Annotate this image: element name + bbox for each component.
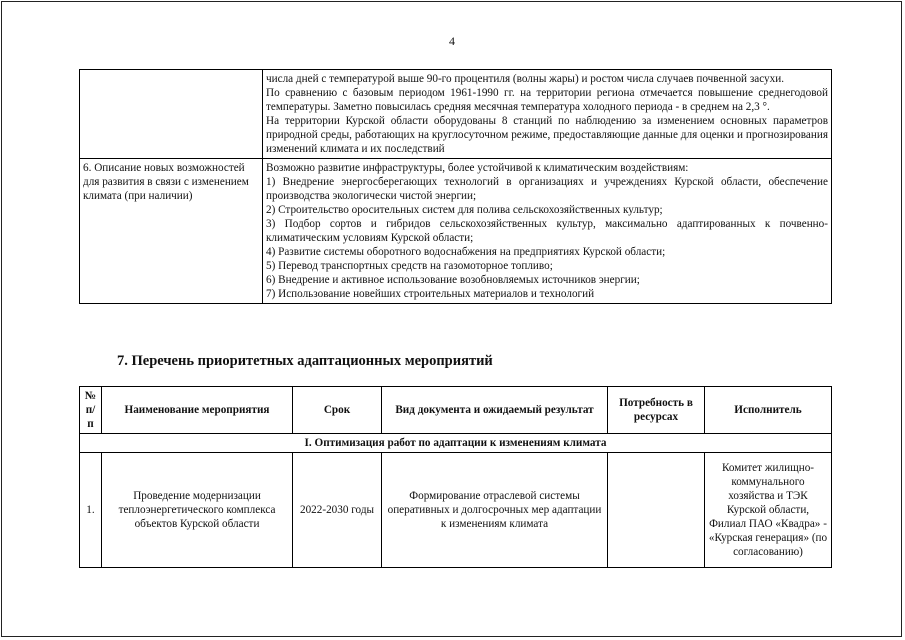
paragraph: По сравнению с базовым периодом 1961-1990 гг. на территории региона отмечается повышение среднегодовой температуры. Заметно повысилась средняя месячная температура холодного периода - в среднем на 2,3 °. [266,87,828,113]
section-row [80,434,832,453]
list-item: 4) Развитие системы оборотного водоснабжения на предприятиях Курской области; [266,246,666,258]
measure-resources [608,453,705,568]
table-header-row [80,387,832,434]
list-item: Возможно развитие инфраструктуры, более устойчивой к климатическим воздействиям: [266,162,689,174]
table-row [80,70,832,159]
measure-result: Формирование отраслевой системы оперативных и долгосрочных мер адаптации к изменениям климата [382,453,608,568]
column-header-number: № п/п [80,387,102,434]
list-item: 2) Строительство оросительных систем для полива сельскохозяйственных культур; [266,204,663,216]
row-number: 1. [80,453,102,568]
section-heading: 7. Перечень приоритетных адаптационных мероприятий [117,353,493,369]
paragraph: числа дней с температурой выше 90-го процентиля (волны жары) и ростом числа случаев почвенной засухи. [266,73,785,85]
paragraph: На территории Курской области оборудованы 8 станций по наблюдению за изменением основных параметров природной среды, работающих на круглосуточном режиме, предоставляющие данные для оценки и прогнозирования изменений климата и их последствий [266,115,828,155]
list-item: 6) Внедрение и активное использование возобновляемых источников энергии; [266,274,640,286]
opportunities-list [263,159,832,304]
list-item: 5) Перевод транспортных средств на газомоторное топливо; [266,260,553,272]
empty-label-cell [80,70,263,159]
column-header-executor: Исполнитель [705,387,832,434]
list-item: 1) Внедрение энергосберегающих технологий в организациях и учреждениях Курской области, обеспечение производства экологически чистой энергии; [266,176,828,202]
list-item: 7) Использование новейших строительных материалов и технологий [266,288,595,300]
measure-name: Проведение модернизации теплоэнергетического комплекса объектов Курской области [102,453,293,568]
table-row [80,453,832,568]
column-header-name: Наименование мероприятия [102,387,293,434]
measure-term: 2022-2030 годы [293,453,382,568]
climate-text-cell [263,70,832,159]
opportunities-label: 6. Описание новых возможностей для развития в связи с изменением климата (при наличии) [80,159,263,304]
measures-table [79,386,832,568]
column-header-term: Срок [293,387,382,434]
list-item: 3) Подбор сортов и гибридов сельскохозяйственных культур, максимально адаптированных к почвенно-климатическим условиям Курской области; [266,218,828,244]
column-header-resources: Потребность в ресурсах [608,387,705,434]
column-header-result: Вид документа и ожидаемый результат [382,387,608,434]
table-row [80,159,832,304]
section-title: I. Оптимизация работ по адаптации к изменениям климата [80,434,832,453]
measure-executor: Комитет жилищно-коммунального хозяйства и ТЭК Курской области, Филиал ПАО «Квадра» - «Курская генерация» (по согласованию) [705,453,832,568]
page-number: 4 [449,34,455,48]
description-table [79,69,832,304]
